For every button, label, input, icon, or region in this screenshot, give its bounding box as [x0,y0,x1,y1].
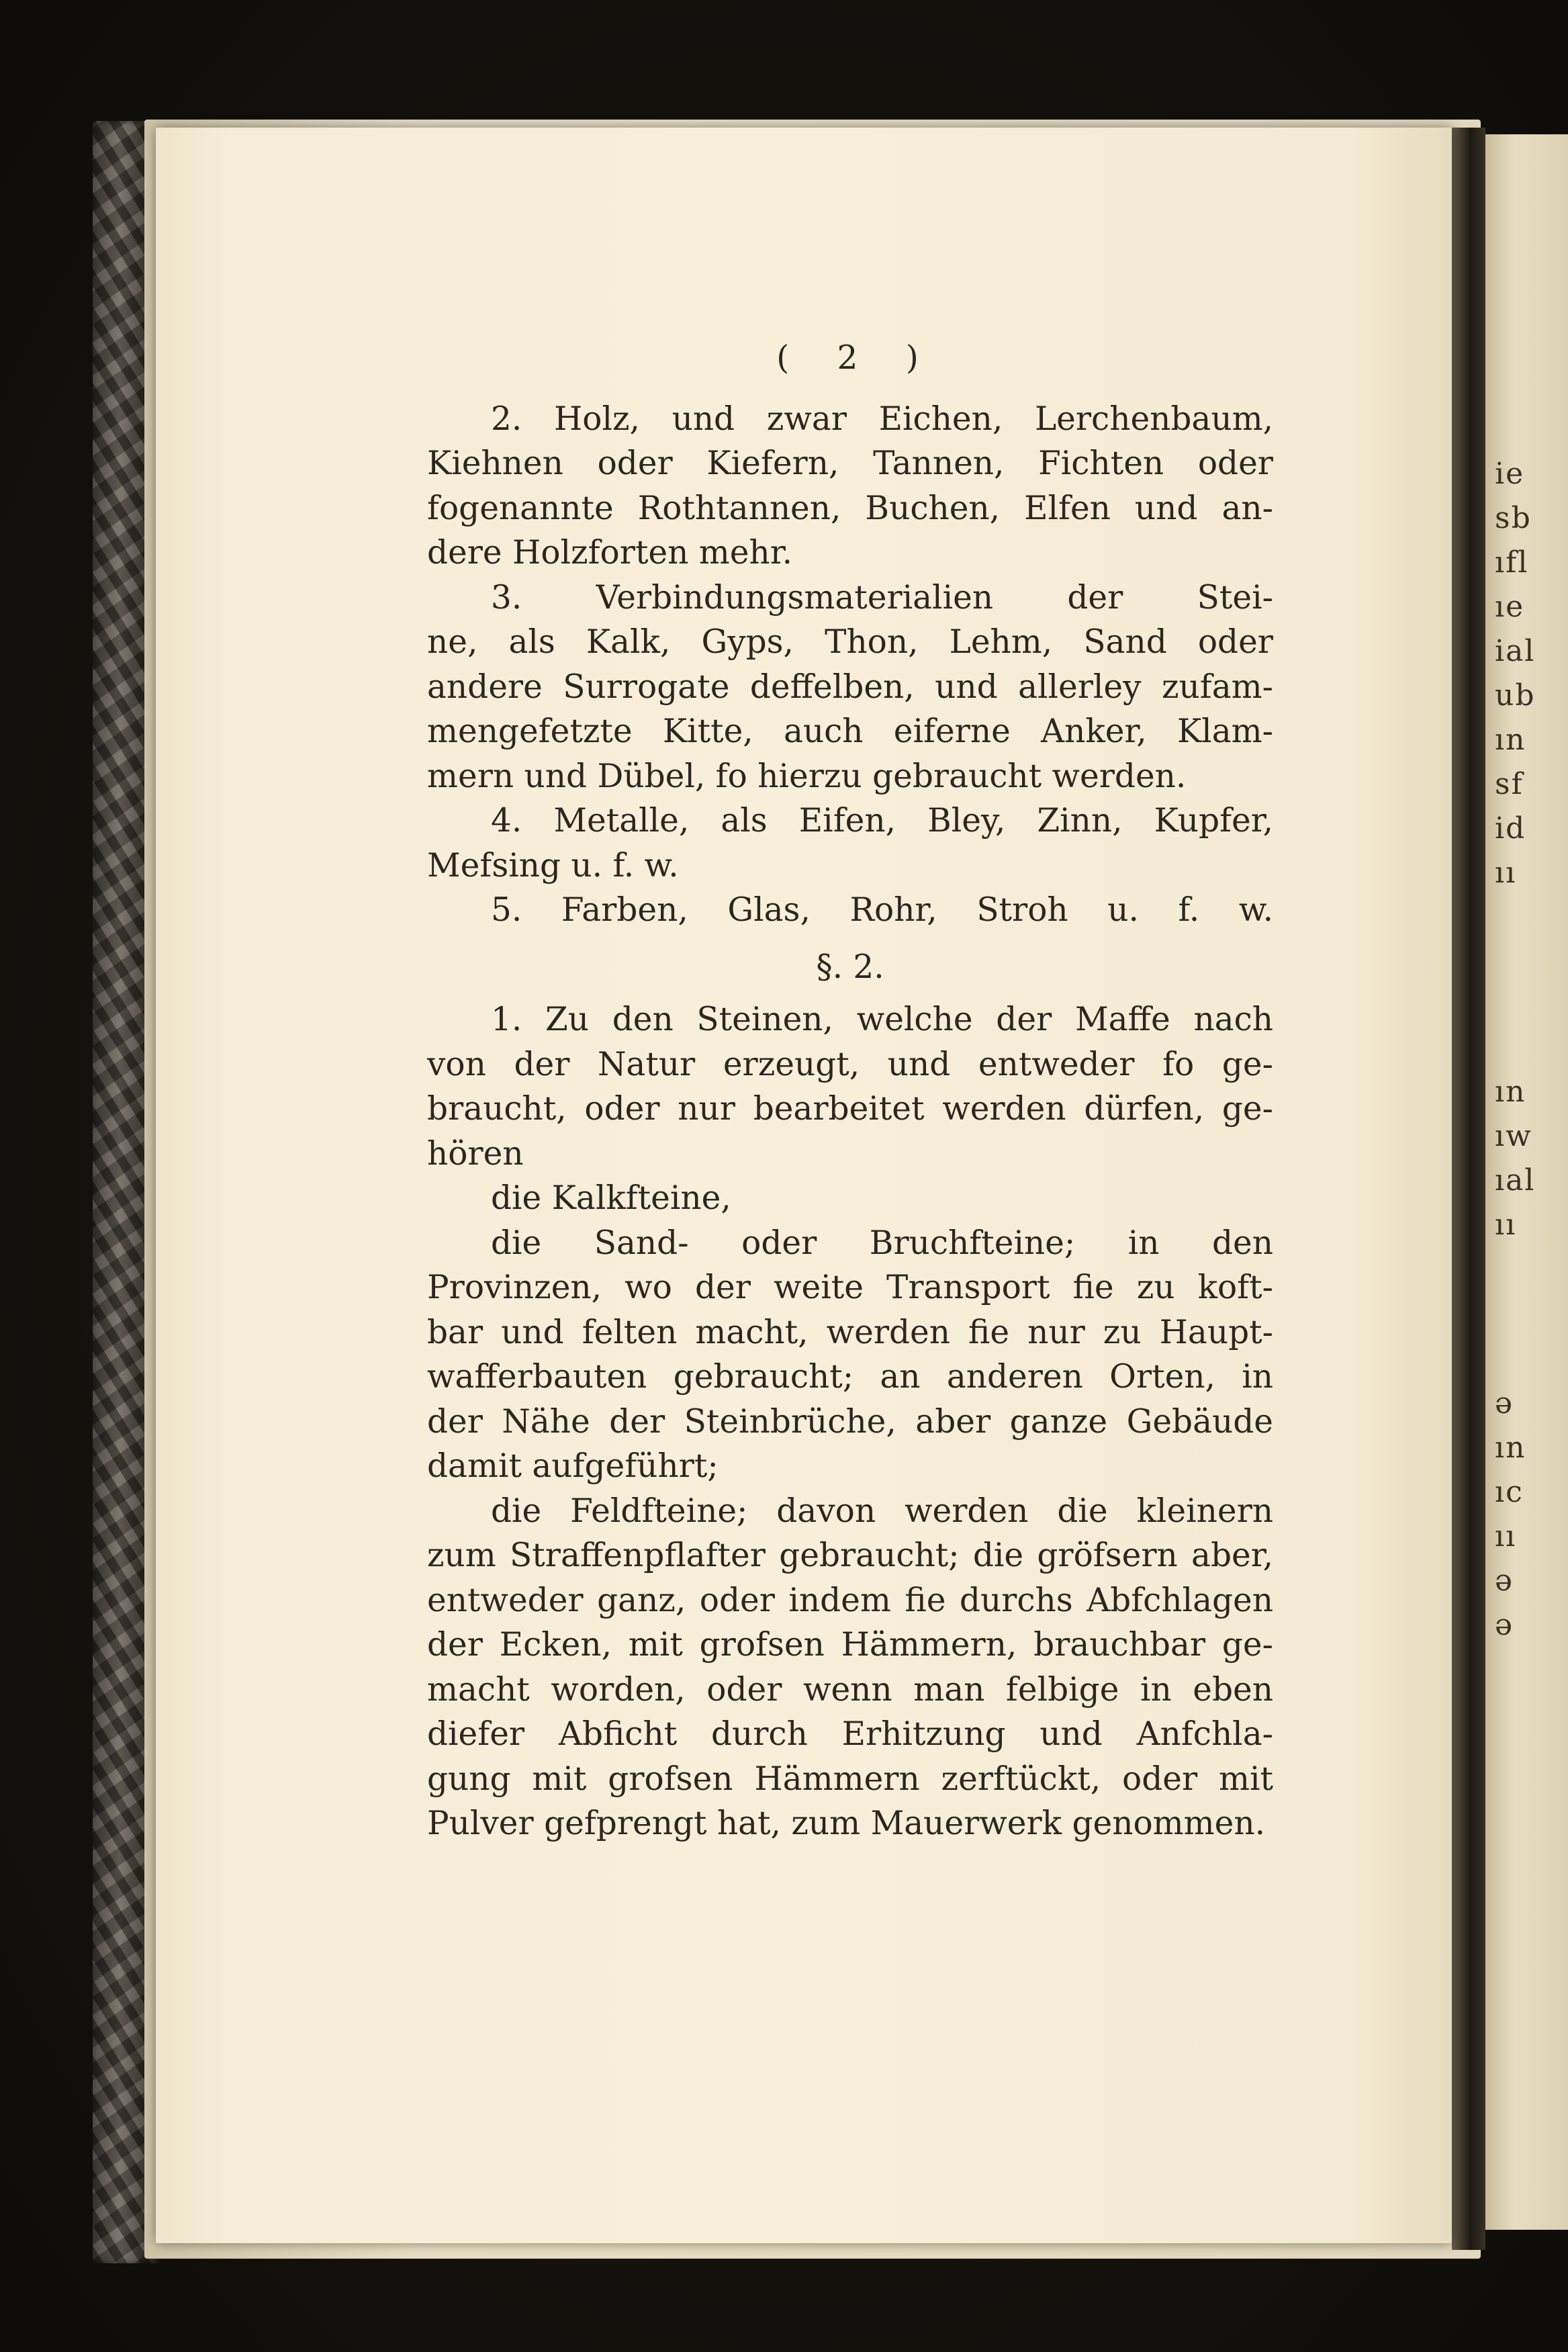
text-line: andere Surrogate deffelben, und allerley zufam- [427,668,1273,706]
facing-page-fragment: ıe [1495,590,1525,624]
text-line: die Feldfteine; davon werden die kleinern [491,1492,1273,1530]
text-line: Kiehnen oder Kiefern, Tannen, Fichten oder [427,445,1273,482]
book-gutter [1452,128,1485,2250]
facing-page-fragment: ə [1495,1564,1514,1598]
facing-page-fragment: ə [1495,1386,1514,1420]
text-line: wafferbauten gebraucht; an anderen Orten, in [427,1358,1273,1396]
text-line: Pulver gefprengt hat, zum Mauerwerk genommen. [427,1805,1265,1842]
text-line: braucht, oder nur bearbeitet werden dürfen, ge- [427,1090,1273,1128]
facing-page-fragment: ial [1495,634,1536,668]
text-line: diefer Abficht durch Erhitzung und Anfchla- [427,1715,1273,1753]
text-line: 4. Metalle, als Eifen, Bley, Zinn, Kupfer, [491,802,1273,840]
text-line: 3. Verbindungsmaterialien der Stei- [491,578,1273,617]
text-line: die Kalkfteine, [491,1179,731,1217]
facing-page-fragment: sb [1495,501,1532,535]
text-line: mengefetzte Kitte, auch eiferne Anker, Klam- [427,713,1273,750]
text-line: 1. Zu den Steinen, welche der Maffe nach [491,1001,1273,1038]
text-line: Mefsing u. f. w. [427,846,679,885]
facing-page-fragment: ıw [1495,1119,1532,1153]
facing-page-fragment: id [1495,811,1526,846]
text-line: gung mit grofsen Hämmern zerftückt, oder mit [427,1760,1273,1798]
text-line: hören [427,1134,524,1173]
text-line: die Sand- oder Bruchfteine; in den [491,1224,1273,1262]
facing-page-fragment: ıfl [1495,545,1529,580]
text-line: bar und felten macht, werden fie nur zu Haupt- [427,1313,1273,1351]
facing-page-sliver [1485,134,1568,2230]
facing-page-fragment: ıı [1495,1208,1517,1242]
facing-page-fragment: ın [1495,1431,1526,1465]
text-line: ne, als Kalk, Gyps, Thon, Lehm, Sand oder [427,623,1273,661]
text-line: Provinzen, wo der weite Transport fie zu koft- [427,1269,1273,1306]
text-line: der Nähe der Steinbrüche, aber ganze Gebäude [427,1402,1273,1441]
facing-page-fragment: ıı [1495,856,1517,890]
page-text-block [427,336,1273,1846]
facing-page-fragment: ə [1495,1608,1514,1642]
text-line: zum Straffenpflafter gebraucht; die gröfsern aber, [427,1537,1273,1574]
facing-page-fragment: ın [1495,1075,1526,1109]
facing-page-fragment: ıc [1495,1475,1524,1509]
section-heading: §. 2. [816,948,884,986]
text-line: von der Natur erzeugt, und entweder fo ge- [427,1045,1273,1083]
page-number: ( 2 ) [776,339,937,377]
facing-page-fragment: ın [1495,723,1526,757]
facing-page-fragment: ıı [1495,1519,1517,1553]
text-line: mern und Dübel, fo hierzu gebraucht werden. [427,757,1187,795]
text-line: macht worden, oder wenn man felbige in eben [427,1670,1273,1709]
facing-page-fragment: ub [1495,678,1536,713]
facing-page-fragment: sf [1495,767,1524,801]
text-line: 2. Holz, und zwar Eichen, Lerchenbaum, [491,400,1273,438]
facing-page-fragment: ıal [1495,1163,1536,1197]
text-line: damit aufgeführt; [427,1447,719,1485]
text-line: entweder ganz, oder indem fie durchs Abfchlagen [427,1581,1273,1619]
text-line: dere Holzforten mehr. [427,534,792,572]
text-line: der Ecken, mit grofsen Hämmern, brauchbar ge- [427,1626,1273,1664]
facing-page-fragment: ie [1495,457,1525,491]
text-line: 5. Farben, Glas, Rohr, Stroh u. f. w. [491,891,1273,929]
text-line: fogenannte Rothtannen, Buchen, Elfen und an- [427,489,1273,527]
